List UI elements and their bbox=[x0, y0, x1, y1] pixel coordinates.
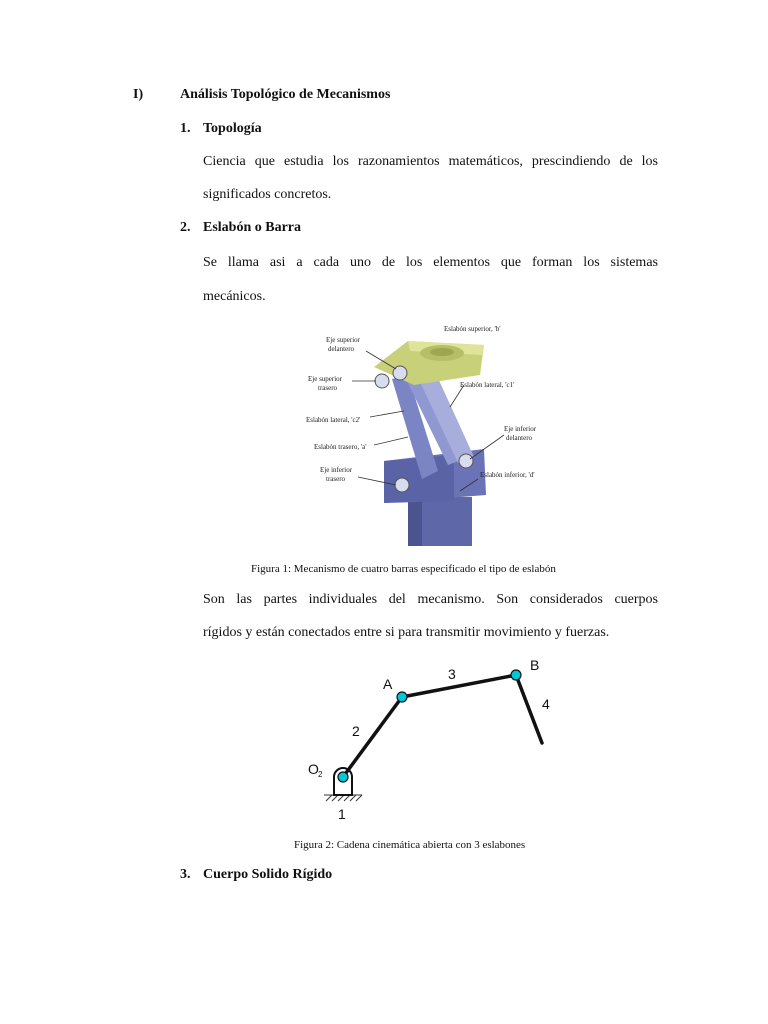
label-joint-a: A bbox=[383, 676, 393, 692]
item-2-title: Eslabón o Barra bbox=[203, 220, 302, 235]
label-eslabon-superior: Eslabón superior, 'b' bbox=[444, 325, 501, 333]
label-eje-inf-tras-1: Eje inferior bbox=[320, 466, 353, 474]
label-link-4: 4 bbox=[542, 696, 550, 712]
joint-a bbox=[397, 692, 407, 702]
item-1-title: Topología bbox=[203, 121, 262, 136]
figure-2-kinematic-chain bbox=[304, 657, 558, 823]
section-number: I) bbox=[133, 87, 144, 102]
label-link-2: 2 bbox=[352, 723, 360, 739]
paragraph-2-line-1: Son las partes individuales del mecanismo. Son considerados cuerpos bbox=[203, 592, 658, 607]
label-eje-sup-tras-2: trasero bbox=[318, 384, 338, 392]
figure-1-mechanism bbox=[304, 319, 537, 546]
item-1-line-2: significados concretos. bbox=[203, 187, 332, 202]
item-3-number: 3. bbox=[180, 867, 191, 882]
label-eje-inf-del-1: Eje inferior bbox=[504, 425, 537, 433]
label-eje-sup-tras-1: Eje superior bbox=[308, 375, 343, 383]
label-joint-b: B bbox=[530, 657, 540, 673]
joint-o2 bbox=[338, 772, 348, 782]
item-2-number: 2. bbox=[180, 220, 191, 235]
label-lateral-c1: Eslabón lateral, 'c1' bbox=[460, 381, 515, 389]
label-joint-o: O bbox=[308, 761, 319, 777]
item-1-line-1: Ciencia que estudia los razonamientos matemáticos, prescindiendo de los bbox=[203, 154, 658, 169]
label-eje-inf-tras-2: trasero bbox=[326, 475, 346, 483]
joint-b bbox=[511, 670, 521, 680]
label-eje-inf-del-2: delantero bbox=[506, 434, 533, 442]
section-title: Análisis Topológico de Mecanismos bbox=[180, 87, 391, 102]
label-trasero-a: Eslabón trasero, 'a' bbox=[314, 443, 367, 451]
figure-1-caption: Figura 1: Mecanismo de cuatro barras especificado el tipo de eslabón bbox=[251, 563, 556, 575]
chain-diagram bbox=[304, 657, 558, 823]
figure-2-caption: Figura 2: Cadena cinemática abierta con 3 eslabones bbox=[294, 839, 526, 851]
label-link-1: 1 bbox=[338, 806, 346, 822]
label-eje-sup-del-2: delantero bbox=[328, 345, 355, 353]
label-link-3: 3 bbox=[448, 666, 456, 682]
item-2-line-2: mecánicos. bbox=[203, 289, 266, 304]
item-3-title: Cuerpo Solido Rígido bbox=[203, 867, 333, 882]
label-joint-o-subscript: 2 bbox=[318, 770, 323, 779]
item-1-number: 1. bbox=[180, 121, 191, 136]
label-eje-sup-del-1: Eje superior bbox=[326, 336, 361, 344]
label-inferior-d: Eslabón inferior, 'd' bbox=[480, 471, 535, 479]
paragraph-2-line-2: rígidos y están conectados entre si para transmitir movimiento y fuerzas. bbox=[203, 625, 610, 640]
label-lateral-c2: Eslabón lateral, 'c2' bbox=[306, 416, 361, 424]
four-bar-illustration bbox=[304, 319, 537, 546]
item-2-line-1: Se llama asi a cada uno de los elementos que forman los sistemas bbox=[203, 255, 658, 270]
